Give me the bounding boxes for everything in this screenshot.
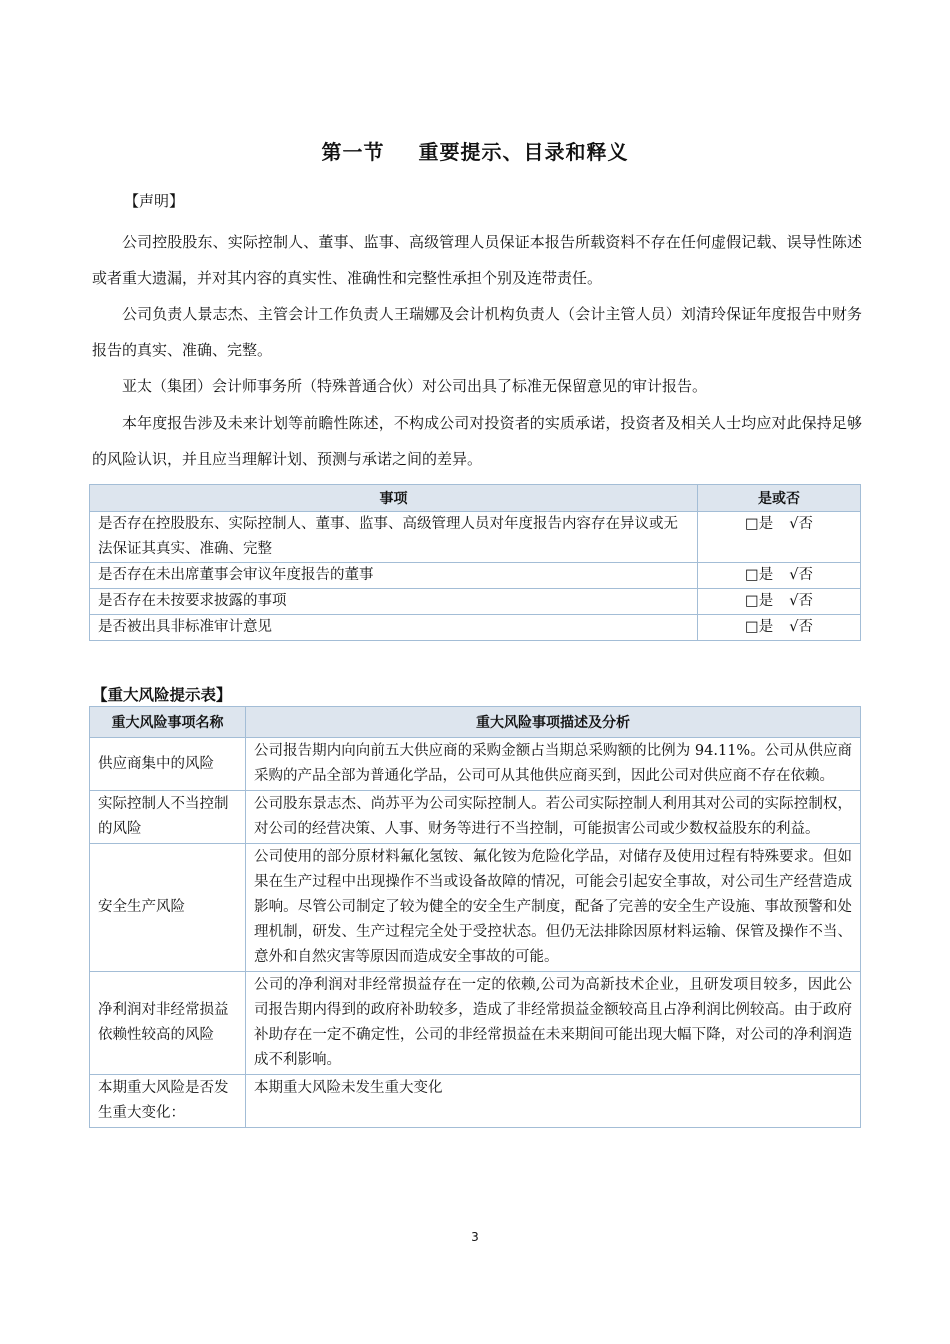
checkbox-no: √否 [789,593,813,609]
declaration-label: 【声明】 [124,192,185,210]
matters-header-row [90,485,861,512]
table-row [90,589,861,615]
matter-answer [698,589,861,615]
checkbox-yes: □是 [745,516,774,532]
declaration-paragraph: 亚太（集团）会计师事务所（特殊普通合伙）对公司出具了标准无保留意见的审计报告。 [122,377,708,395]
checkbox-no: √否 [789,516,813,532]
matter-item: 是否存在未按要求披露的事项 [90,589,698,615]
declaration-paragraph: 本年度报告涉及未来计划等前瞻性陈述，不构成公司对投资者的实质承诺，投资者及相关人士均应对此保持足够的风险认识，并且应当理解计划、预测与承诺之间的差异。 [92,414,862,468]
table-row [90,512,861,563]
matters-table [89,484,861,641]
table-row [90,615,861,641]
risk-name: 供应商集中的风险 [90,738,246,791]
checkbox-yes: □是 [745,567,774,583]
declaration-paragraph: 公司负责人景志杰、主管会计工作负责人王瑞娜及会计机构负责人（会计主管人员）刘清玲保证年度报告中财务报告的真实、准确、完整。 [92,305,862,359]
matter-item: 是否被出具非标准审计意见 [90,615,698,641]
risk-description: 公司报告期内向向前五大供应商的采购金额占当期总采购额的比例为 94.11%。公司从供应商采购的产品全部为普通化学品，公司可从其他供应商买到，因此公司对供应商不存在依赖。 [246,738,861,791]
matter-answer [698,512,861,563]
risk-description: 公司股东景志杰、尚苏平为公司实际控制人。若公司实际控制人利用其对公司的实际控制权，对公司的经营决策、人事、财务等进行不当控制，可能损害公司或少数权益股东的利益。 [246,791,861,844]
checkbox-no: √否 [789,567,813,583]
risk-name: 本期重大风险是否发生重大变化： [90,1075,246,1128]
risk-header-description: 重大风险事项描述及分析 [246,707,861,738]
risk-table [89,706,861,1128]
risk-name: 安全生产风险 [90,844,246,972]
risk-name: 净利润对非经常损益依赖性较高的风险 [90,972,246,1075]
table-row [90,972,861,1075]
matter-item: 是否存在未出席董事会审议年度报告的董事 [90,563,698,589]
table-row [90,791,861,844]
declaration-paragraph: 公司控股股东、实际控制人、董事、监事、高级管理人员保证本报告所载资料不存在任何虚假记载、误导性陈述或者重大遗漏，并对其内容的真实性、准确性和完整性承担个别及连带责任。 [92,233,862,287]
checkbox-no: √否 [789,619,813,635]
risk-name: 实际控制人不当控制的风险 [90,791,246,844]
section-heading: 重要提示、目录和释义 [418,140,629,164]
risk-header-name: 重大风险事项名称 [90,707,246,738]
risk-table-heading: 【重大风险提示表】 [92,686,232,704]
section-number: 第一节 [321,140,385,164]
table-row [90,844,861,972]
table-row [90,738,861,791]
checkbox-yes: □是 [745,593,774,609]
risk-description: 公司的净利润对非经常损益存在一定的依赖,公司为高新技术企业，且研发项目较多，因此公司报告期内得到的政府补助较多，造成了非经常损益金额较高且占净利润比例较高。由于政府补助存在一定不确定性，公司的非经常损益在未来期间可能出现大幅下降，对公司的净利润造成不利影响。 [246,972,861,1075]
risk-description: 公司使用的部分原材料氟化氢铵、氟化铵为危险化学品，对储存及使用过程有特殊要求。但如果在生产过程中出现操作不当或设备故障的情况，可能会引起安全事故，对公司生产经营造成影响。尽管公司制定了较为健全的安全生产制度，配备了完善的安全生产设施、事故预警和处理机制，研发、生产过程完全处于受控状态。但仍无法排除因原材料运输、保管及操作不当、意外和自然灾害等原因而造成安全事故的可能。 [246,844,861,972]
section-title [0,136,950,165]
table-row [90,563,861,589]
table-row [90,1075,861,1128]
risk-description: 本期重大风险未发生重大变化 [246,1075,861,1128]
matter-item: 是否存在控股股东、实际控制人、董事、监事、高级管理人员对年度报告内容存在异议或无法保证其真实、准确、完整 [90,512,698,563]
matter-answer [698,615,861,641]
matters-header-yes-no: 是或否 [698,485,861,512]
matter-answer [698,563,861,589]
risk-header-row [90,707,861,738]
checkbox-yes: □是 [745,619,774,635]
page-number: 3 [471,1230,479,1244]
matters-header-item: 事项 [90,485,698,512]
